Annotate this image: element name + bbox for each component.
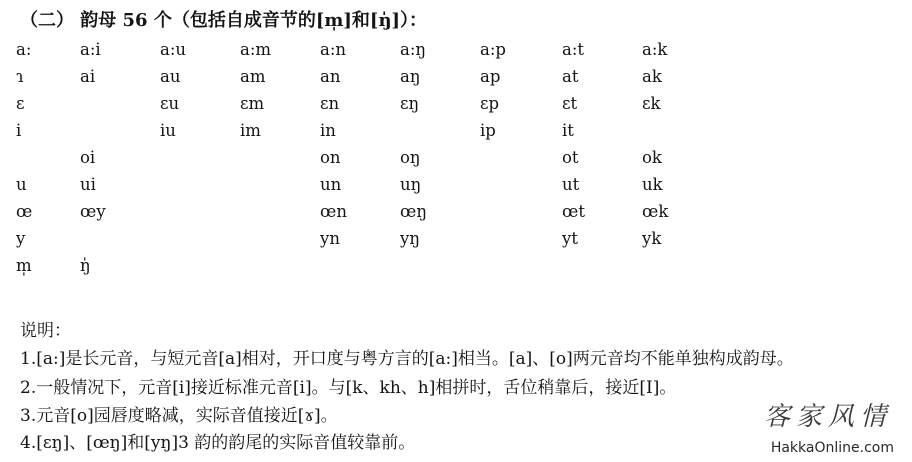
watermark-logo-text: 客家风情 — [763, 402, 892, 432]
final-cell: oi — [80, 148, 96, 167]
final-cell: i — [16, 121, 22, 140]
final-cell: uk — [642, 175, 663, 194]
final-cell: un — [320, 175, 342, 194]
final-cell: ɛt — [562, 94, 578, 113]
final-cell: ɛp — [480, 94, 500, 113]
notes-title: 说明： — [20, 321, 71, 341]
final-cell: ɛ — [16, 94, 25, 113]
final-cell: au — [160, 67, 181, 86]
final-cell: a:t — [562, 40, 585, 59]
final-cell: ap — [480, 67, 501, 86]
note-2: 2.一般情况下，元音[i]接近标准元音[i]。与[k、kh、h]相拼时，舌位稍靠后，接近[I]。 — [20, 378, 677, 398]
final-cell: ai — [80, 67, 96, 86]
final-cell: a:ŋ — [400, 40, 427, 59]
final-cell: ŋ̍ — [80, 256, 91, 275]
final-cell: ɛk — [642, 94, 661, 113]
final-cell: yk — [642, 229, 662, 248]
final-cell: ut — [562, 175, 580, 194]
final-cell: in — [320, 121, 336, 140]
section-heading: （二） 韵母 56 个（包括自成音节的[m̩]和[ŋ̍]）： — [20, 10, 428, 31]
final-cell: ok — [642, 148, 662, 167]
final-cell: im — [240, 121, 261, 140]
final-cell: ɛn — [320, 94, 340, 113]
final-cell: œk — [642, 202, 669, 221]
final-cell: at — [562, 67, 579, 86]
final-cell: a:i — [80, 40, 101, 59]
final-cell: œy — [80, 202, 106, 221]
final-cell: œn — [320, 202, 347, 221]
final-cell: uŋ — [400, 175, 422, 194]
final-cell: ui — [80, 175, 96, 194]
final-cell: œ — [16, 202, 33, 221]
final-cell: a: — [16, 40, 32, 59]
final-cell: ak — [642, 67, 662, 86]
final-cell: y — [16, 229, 26, 248]
final-cell: a:u — [160, 40, 187, 59]
final-cell: a:p — [480, 40, 506, 59]
final-cell: m̩ — [16, 256, 32, 275]
final-cell: it — [562, 121, 574, 140]
final-cell: ɛm — [240, 94, 265, 113]
final-cell: ot — [562, 148, 579, 167]
watermark-url: HakkaOnline.com — [770, 440, 894, 456]
final-cell: aŋ — [400, 67, 421, 86]
final-cell: ɛŋ — [400, 94, 420, 113]
final-cell: an — [320, 67, 341, 86]
final-cell: a:m — [240, 40, 272, 59]
final-cell: u — [16, 175, 27, 194]
final-cell: yn — [320, 229, 340, 248]
final-cell: œt — [562, 202, 585, 221]
final-cell: ɛu — [160, 94, 180, 113]
note-1: 1.[a:]是长元音，与短元音[a]相对，开口度与粤方言的[a:]相当。[a]、[o]两元音均不能单独构成韵母。 — [20, 349, 794, 369]
final-cell: am — [240, 67, 266, 86]
final-cell: on — [320, 148, 341, 167]
final-cell: yŋ — [400, 229, 420, 248]
final-cell: œŋ — [400, 202, 427, 221]
final-cell: a:k — [642, 40, 668, 59]
final-cell: ip — [480, 121, 496, 140]
note-3: 3.元音[o]园唇度略减，实际音值接近[ɤ]。 — [20, 406, 338, 426]
final-cell: iu — [160, 121, 176, 140]
note-4: 4.[ɛŋ]、[œŋ]和[yŋ]3 韵的韵尾的实际音值较靠前。 — [20, 433, 416, 453]
final-cell: a:n — [320, 40, 347, 59]
final-cell: ɿ — [16, 67, 24, 86]
final-cell: oŋ — [400, 148, 421, 167]
final-cell: yt — [562, 229, 578, 248]
